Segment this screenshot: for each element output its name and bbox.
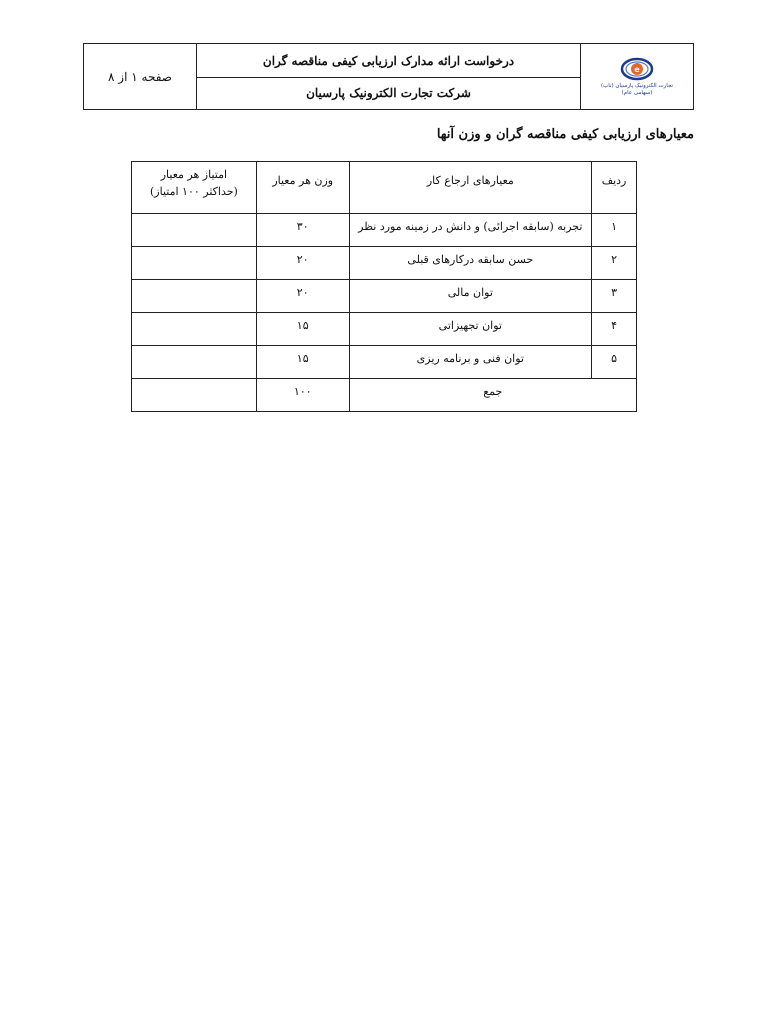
table-row <box>132 313 637 346</box>
sum-score <box>132 379 257 412</box>
cell-radif: ۱ <box>592 214 637 247</box>
svg-text:e: e <box>634 65 640 74</box>
cell-score <box>132 247 257 280</box>
header-criteria: معیارهای ارجاع کار <box>349 162 591 214</box>
logo-text-line1: تجارت الکترونیک پارسیان (تاپ) <box>600 83 674 89</box>
sum-weight: ۱۰۰ <box>256 379 349 412</box>
company-name: شرکت تجارت الکترونیک پارسیان <box>306 86 471 100</box>
cell-weight: ۲۰ <box>256 247 349 280</box>
table-row <box>132 280 637 313</box>
cell-criteria: حسن سابقه درکارهای قبلی <box>349 247 591 280</box>
document-header <box>83 43 694 110</box>
table-row <box>132 214 637 247</box>
cell-radif: ۳ <box>592 280 637 313</box>
table-sum-row <box>132 379 637 412</box>
cell-radif: ۴ <box>592 313 637 346</box>
cell-criteria: تجربه (سابقه اجرائی) و دانش در زمینه مورد نظر <box>349 214 591 247</box>
cell-score <box>132 346 257 379</box>
logo-text <box>601 83 673 97</box>
header-score-line2: (حداکثر ۱۰۰ امتیاز) <box>149 185 238 198</box>
cell-radif: ۵ <box>592 346 637 379</box>
cell-criteria: توان فنی و برنامه ریزی <box>349 346 591 379</box>
cell-weight: ۳۰ <box>256 214 349 247</box>
cell-criteria: توان مالی <box>349 280 591 313</box>
company-logo <box>581 44 693 109</box>
cell-score <box>132 214 257 247</box>
document-title: درخواست ارائه مدارک ارزیابی کیفی مناقصه گران <box>197 44 580 78</box>
header-radif: ردیف <box>592 162 637 214</box>
header-title-block <box>197 44 581 109</box>
header-weight: وزن هر معیار <box>256 162 349 214</box>
header-score-line1: امتیاز هر معیار <box>160 168 228 181</box>
section-title: معیارهای ارزیابی کیفی مناقصه گران و وزن آنها <box>436 127 694 142</box>
page-number: صفحه ۱ از ۸ <box>84 44 197 109</box>
table-row <box>132 247 637 280</box>
cell-criteria: توان تجهیزاتی <box>349 313 591 346</box>
cell-weight: ۲۰ <box>256 280 349 313</box>
logo-text-line2: (سهامی عام) <box>621 90 653 96</box>
table-row <box>132 346 637 379</box>
cell-score <box>132 313 257 346</box>
table-header-row <box>132 162 637 214</box>
logo-eye-icon <box>620 56 654 82</box>
header-score <box>132 162 257 214</box>
cell-weight: ۱۵ <box>256 313 349 346</box>
sum-label: جمع <box>349 379 636 412</box>
cell-score <box>132 280 257 313</box>
cell-radif: ۲ <box>592 247 637 280</box>
criteria-table <box>131 161 637 412</box>
cell-weight: ۱۵ <box>256 346 349 379</box>
